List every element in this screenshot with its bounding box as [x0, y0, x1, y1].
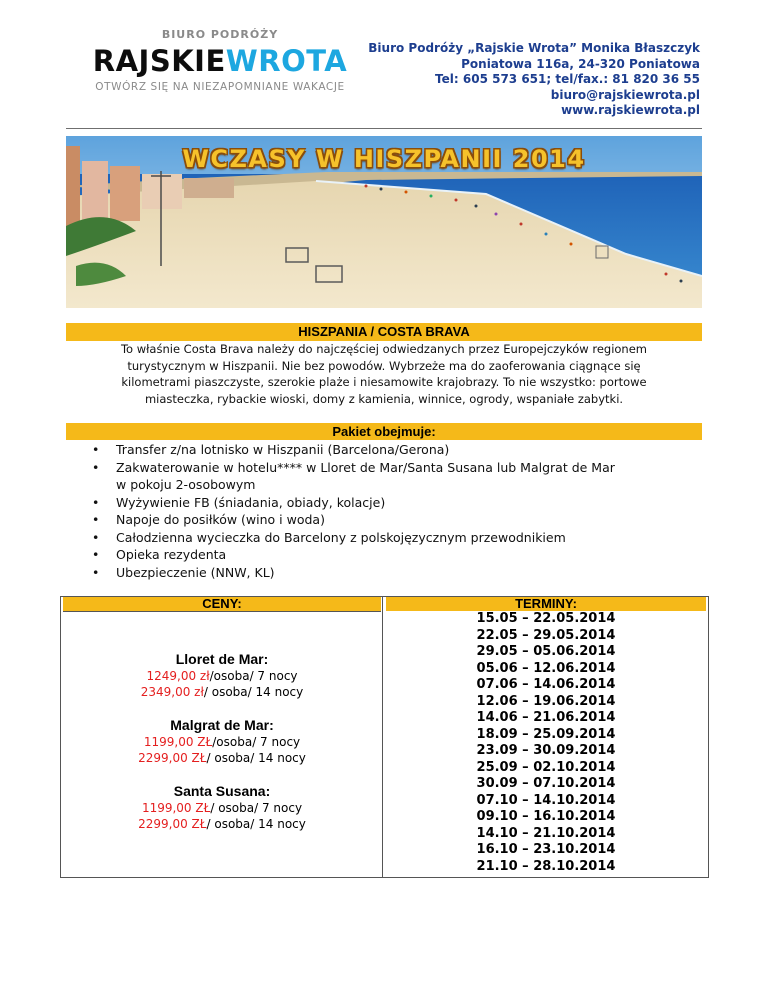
logo-wordmark-part2: WROTA: [225, 44, 348, 78]
date-range: 05.06 – 12.06.2014: [476, 660, 616, 676]
date-range: 12.06 – 19.06.2014: [476, 693, 616, 709]
prices-table: [60, 596, 709, 878]
date-range: 14.10 – 21.10.2014: [476, 825, 616, 841]
date-range: 09.10 – 16.10.2014: [476, 809, 616, 824]
date-range: 29.05 – 05.06.2014: [476, 644, 616, 659]
bullet-icon: •: [92, 564, 100, 580]
price-group-santa-susana: [63, 783, 381, 832]
description-line: miasteczka, rybackie wioski, domy z kamienia, winnice, ogrody, wspaniałe zabytki.: [144, 391, 624, 406]
description-line: To właśnie Costa Brava należy do najczęściej odwiedzanych przez Europejczyków regionem: [120, 342, 647, 356]
price-14-nights: 2299,00 ZŁ/ osoba/ 14 nocy: [138, 751, 306, 765]
contact-block: [368, 41, 700, 119]
list-item: • Transfer z/na lotnisko w Hiszpanii (Barcelona/Gerona): [92, 442, 450, 457]
description-line: kilometrami piaszczyste, szerokie plaże i niesamowite krajobrazy. To nie wszystko: portowe: [121, 375, 647, 389]
terms-heading: TERMINY:: [386, 597, 706, 611]
price-14-nights: 2299,00 ZŁ/ osoba/ 14 nocy: [138, 817, 306, 831]
logo-wordmark-part1: RAJSKIE: [92, 44, 226, 78]
list-item: • Opieka rezydenta: [92, 547, 227, 562]
contact-address: Poniatowa 116a, 24-320 Poniatowa: [461, 56, 700, 71]
date-range: 25.09 – 02.10.2014: [476, 759, 616, 775]
bullet-icon: •: [92, 529, 100, 545]
date-range: 16.10 – 23.10.2014: [476, 842, 616, 857]
price-7-nights: 1249,00 zł/osoba/ 7 nocy: [146, 669, 298, 683]
package-list: [92, 441, 712, 581]
contact-website[interactable]: www.rajskiewrota.pl: [561, 103, 700, 117]
table-column-divider: [382, 597, 383, 877]
prices-column: [63, 651, 381, 849]
date-range: 18.09 – 25.09.2014: [476, 726, 616, 742]
list-item: • Ubezpieczenie (NNW, KL): [92, 564, 275, 580]
prices-heading: CENY:: [63, 597, 381, 611]
bullet-icon: •: [92, 459, 100, 475]
city-name: Lloret de Mar:: [175, 651, 269, 667]
date-range: 14.06 – 21.06.2014: [476, 710, 616, 725]
bullet-icon: •: [92, 494, 100, 510]
list-item-continuation: w pokoju 2-osobowym: [116, 477, 256, 492]
beach-banner: [66, 136, 702, 308]
logo-wordmark: [75, 45, 365, 77]
date-range: 21.10 – 28.10.2014: [476, 858, 616, 874]
banner-title: WCZASY W HISZPANII 2014: [182, 145, 586, 173]
description-line: turystycznym w Hiszpanii. Nie bez powodów. Wybrzeże ma do zaoferowania ciągnące się: [127, 358, 641, 373]
date-range: 07.06 – 14.06.2014: [476, 677, 616, 692]
date-range: 22.05 – 29.05.2014: [476, 627, 616, 643]
header-divider: [66, 128, 702, 129]
bullet-icon: •: [92, 547, 100, 562]
company-logo: [75, 28, 365, 93]
price-7-nights: 1199,00 ZŁ/osoba/ 7 nocy: [143, 735, 301, 749]
contact-email[interactable]: biuro@rajskiewrota.pl: [550, 87, 700, 102]
date-range: 30.09 – 07.10.2014: [476, 776, 616, 791]
date-range: 15.05 – 22.05.2014: [476, 611, 616, 626]
list-item: • Zakwaterowanie w hotelu**** w Lloret de Mar/Santa Susana lub Malgrat de Mar: [92, 459, 615, 475]
logo-top-text: BIURO PODRÓŻY: [161, 28, 279, 41]
region-heading: HISZPANIA / COSTA BRAVA: [66, 323, 702, 341]
list-item: • Całodzienna wycieczka do Barcelony z polskojęzycznym przewodnikiem: [92, 529, 566, 545]
price-group-malgrat: [63, 717, 381, 766]
list-item: • Wyżywienie FB (śniadania, obiady, kolacje): [92, 494, 386, 510]
city-name: Malgrat de Mar:: [170, 717, 274, 733]
price-14-nights: 2349,00 zł/ osoba/ 14 nocy: [140, 685, 304, 699]
table-header-rule: [63, 611, 381, 612]
region-description: [40, 341, 728, 407]
bullet-icon: •: [92, 512, 100, 527]
contact-phone: Tel: 605 573 651; tel/fax.: 81 820 36 55: [435, 72, 700, 86]
package-heading: Pakiet obejmuje:: [66, 423, 702, 440]
list-item: • Napoje do posiłków (wino i woda): [92, 512, 325, 527]
contact-company: Biuro Podróży „Rajskie Wrota” Monika Błaszczyk: [368, 41, 700, 55]
bullet-icon: •: [92, 442, 100, 457]
price-group-lloret: [63, 651, 381, 700]
date-range: 23.09 – 30.09.2014: [476, 743, 616, 758]
price-7-nights: 1199,00 ZŁ/ osoba/ 7 nocy: [141, 801, 303, 815]
date-range: 07.10 – 14.10.2014: [476, 792, 616, 808]
city-name: Santa Susana:: [173, 783, 271, 799]
dates-column: [386, 611, 706, 875]
logo-slogan: OTWÓRZ SIĘ NA NIEZAPOMNIANE WAKACJE: [95, 81, 345, 93]
